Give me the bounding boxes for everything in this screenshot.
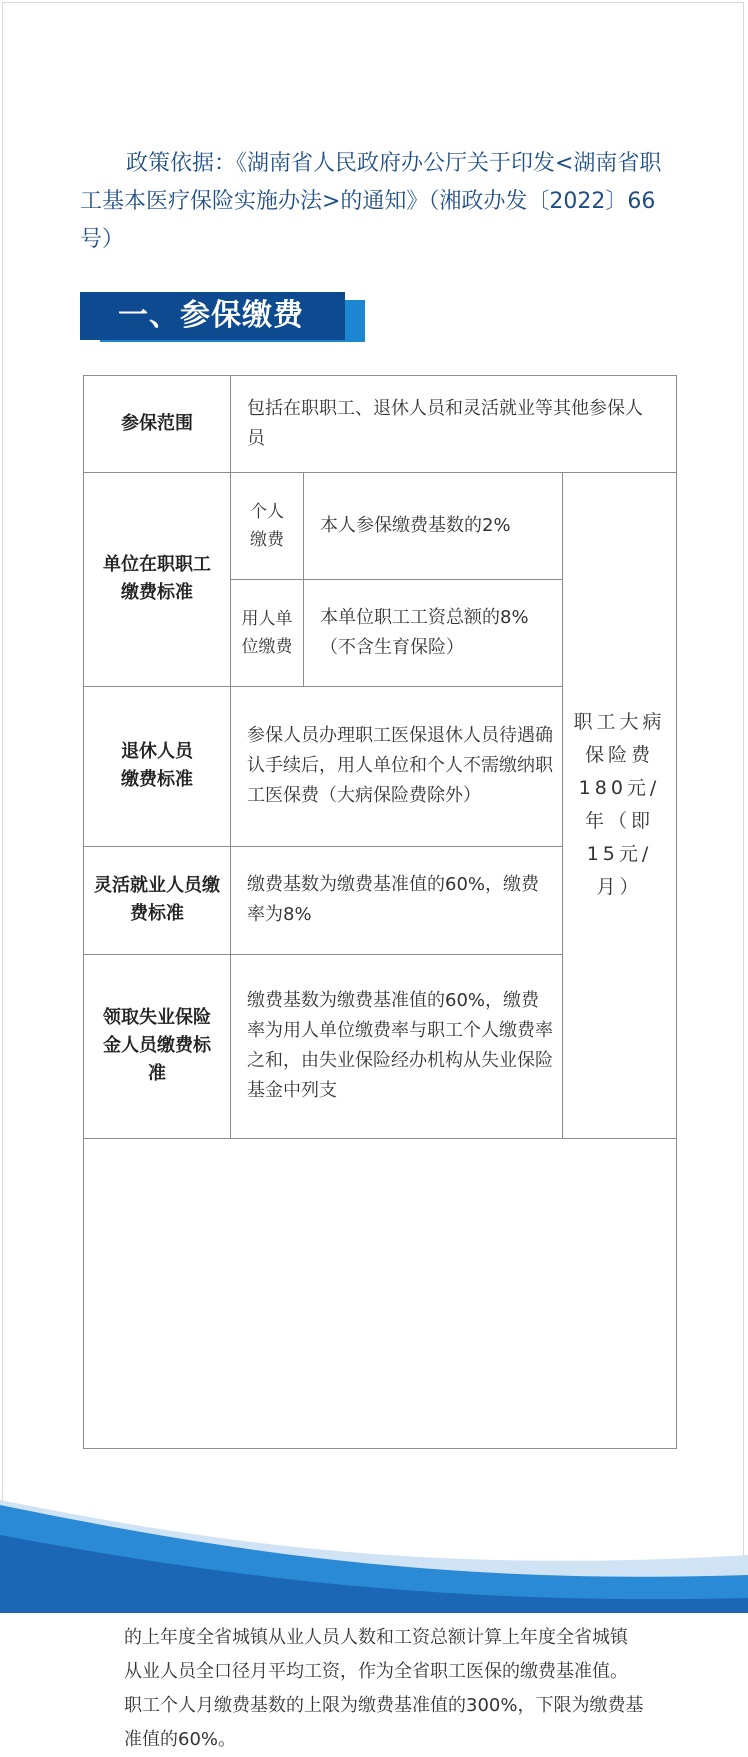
- policy-basis: 政策依据：《湖南省人民政府办公厅关于印发<湖南省职工基本医疗保险实施办法>的通知》（湘政办发〔2022〕66号）: [80, 151, 662, 252]
- flexible-value: 缴费基数为缴费基准值的60%，缴费率为8%: [247, 874, 540, 925]
- scope-label: 参保范围: [121, 413, 193, 434]
- retiree-label: 退休人员缴费标准: [121, 741, 193, 790]
- decorative-wave: [0, 1480, 748, 1613]
- unemployed-label: 领取失业保险金人员缴费标准: [103, 1007, 211, 1084]
- unemployed-value: 缴费基数为缴费基准值的60%，缴费率为用人单位缴费率与职工个人缴费率之和，由失业保险经办机构从失业保险基金中列支: [247, 990, 553, 1101]
- section-title: 一、参保缴费: [80, 292, 345, 340]
- scope-value: 包括在职职工、退休人员和灵活就业等其他参保人员: [247, 398, 643, 449]
- personal-contribution-label: 个人缴费: [250, 501, 284, 550]
- employee-label: 单位在职职工缴费标准: [103, 554, 211, 603]
- flexible-label: 灵活就业人员缴费标准: [94, 875, 220, 924]
- retiree-value: 参保人员办理职工医保退休人员待遇确认手续后，用人单位和个人不需缴纳职工医保费（大病保险费除外）: [247, 725, 553, 806]
- employer-contribution-value: 本单位职工工资总额的8%（不含生育保险）: [320, 606, 529, 658]
- critical-illness-fee: 职工大病保险费180元/年（即15元/月）: [573, 711, 666, 898]
- contribution-base-note: 的上年度全省城镇从业人员人数和工资总额计算上年度全省城镇从业人员全口径月平均工资，作为全省职工医保的缴费基准值。职工个人月缴费基数的上限为缴费基准值的300%，下限为缴费基准值的60%。: [124, 1627, 644, 1750]
- personal-contribution-value: 本人参保缴费基数的2%: [320, 514, 511, 536]
- insurance-table: [83, 375, 677, 1750]
- employer-contribution-label: 用人单位缴费: [241, 608, 293, 657]
